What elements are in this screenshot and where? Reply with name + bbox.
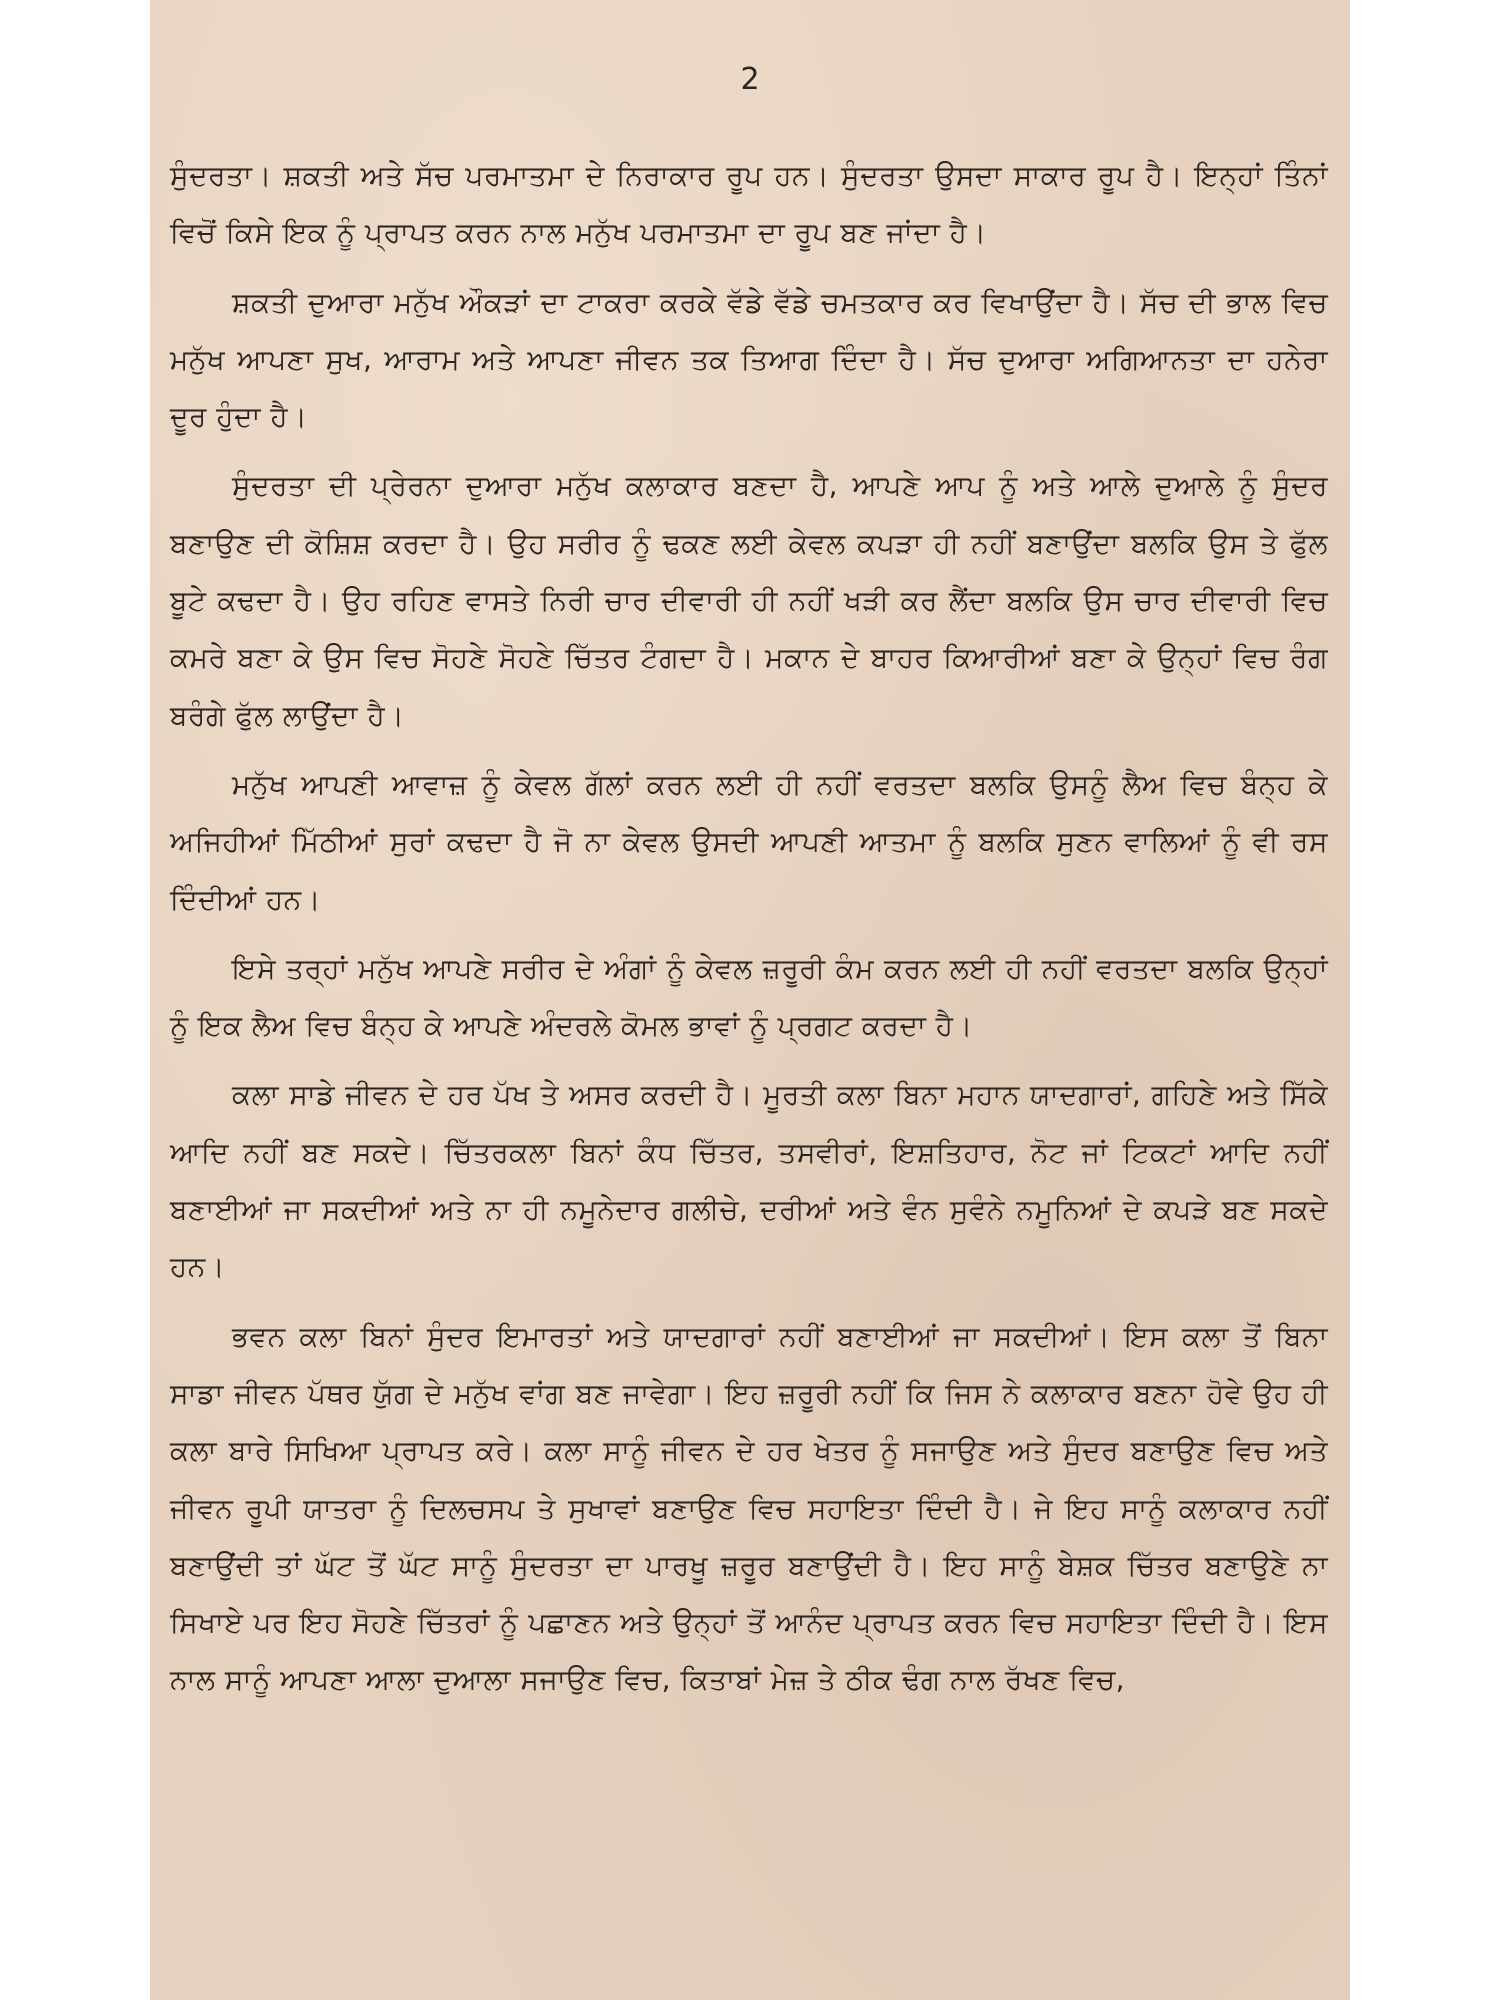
paragraph-4: ਮਨੁੱਖ ਆਪਣੀ ਆਵਾਜ਼ ਨੂੰ ਕੇਵਲ ਗੱਲਾਂ ਕਰਨ ਲਈ ਹੀ ਨਹੀਂ ਵਰਤਦਾ ਬਲਕਿ ਉਸਨੂੰ ਲੈਅ ਵਿਚ ਬੰਨ੍ਹ ਕੇ ਅਜਿਹੀਆਂ ਮਿੱਠੀਆਂ ਸੁਰਾਂ ਕਢਦਾ ਹੈ ਜੋ ਨਾ ਕੇਵਲ ਉਸਦੀ ਆਪਣੀ ਆਤਮਾ ਨੂੰ ਬਲਕਿ ਸੁਣਨ ਵਾਲਿਆਂ ਨੂੰ ਵੀ ਰਸ ਦਿੰਦੀਆਂ ਹਨ। (170, 767, 1328, 916)
page-number: 2 (740, 62, 760, 97)
book-page (150, 0, 1350, 2000)
paragraph-2: ਸ਼ਕਤੀ ਦੁਆਰਾ ਮਨੁੱਖ ਔਕੜਾਂ ਦਾ ਟਾਕਰਾ ਕਰਕੇ ਵੱਡੇ ਵੱਡੇ ਚਮਤਕਾਰ ਕਰ ਵਿਖਾਉਂਦਾ ਹੈ। ਸੱਚ ਦੀ ਭਾਲ ਵਿਚ ਮਨੁੱਖ ਆਪਣਾ ਸੁਖ, ਆਰਾਮ ਅਤੇ ਆਪਣਾ ਜੀਵਨ ਤਕ ਤਿਆਗ ਦਿੰਦਾ ਹੈ। ਸੱਚ ਦੁਆਰਾ ਅਗਿਆਨਤਾ ਦਾ ਹਨੇਰਾ ਦੂਰ ਹੁੰਦਾ ਹੈ। (170, 285, 1328, 434)
paragraph-5: ਇਸੇ ਤਰ੍ਹਾਂ ਮਨੁੱਖ ਆਪਣੇ ਸਰੀਰ ਦੇ ਅੰਗਾਂ ਨੂੰ ਕੇਵਲ ਜ਼ਰੂਰੀ ਕੰਮ ਕਰਨ ਲਈ ਹੀ ਨਹੀਂ ਵਰਤਦਾ ਬਲਕਿ ਉਨ੍ਹਾਂ ਨੂੰ ਇਕ ਲੈਅ ਵਿਚ ਬੰਨ੍ਹ ਕੇ ਆਪਣੇ ਅੰਦਰਲੇ ਕੋਮਲ ਭਾਵਾਂ ਨੂੰ ਪ੍ਰਗਟ ਕਰਦਾ ਹੈ। (170, 951, 1328, 1043)
paragraph-7: ਭਵਨ ਕਲਾ ਬਿਨਾਂ ਸੁੰਦਰ ਇਮਾਰਤਾਂ ਅਤੇ ਯਾਦਗਾਰਾਂ ਨਹੀਂ ਬਣਾਈਆਂ ਜਾ ਸਕਦੀਆਂ। ਇਸ ਕਲਾ ਤੋਂ ਬਿਨਾ ਸਾਡਾ ਜੀਵਨ ਪੱਥਰ ਯੁੱਗ ਦੇ ਮਨੁੱਖ ਵਾਂਗ ਬਣ ਜਾਵੇਗਾ। ਇਹ ਜ਼ਰੂਰੀ ਨਹੀਂ ਕਿ ਜਿਸ ਨੇ ਕਲਾਕਾਰ ਬਣਨਾ ਹੋਵੇ ਉਹ ਹੀ ਕਲਾ ਬਾਰੇ ਸਿਖਿਆ ਪ੍ਰਾਪਤ ਕਰੇ। ਕਲਾ ਸਾਨੂੰ ਜੀਵਨ ਦੇ ਹਰ ਖੇਤਰ ਨੂੰ ਸਜਾਉਣ ਅਤੇ ਸੁੰਦਰ ਬਣਾਉਣ ਵਿਚ ਅਤੇ ਜੀਵਨ ਰੂਪੀ ਯਾਤਰਾ ਨੂੰ ਦਿਲਚਸਪ ਤੇ ਸੁਖਾਵਾਂ ਬਣਾਉਣ ਵਿਚ ਸਹਾਇਤਾ ਦਿੰਦੀ ਹੈ। ਜੇ ਇਹ ਸਾਨੂੰ ਕਲਾਕਾਰ ਨਹੀਂ ਬਣਾਉਂਦੀ ਤਾਂ ਘੱਟ ਤੋਂ ਘੱਟ ਸਾਨੂੰ ਸੁੰਦਰਤਾ ਦਾ ਪਾਰਖੂ ਜ਼ਰੂਰ ਬਣਾਉਂਦੀ ਹੈ। ਇਹ ਸਾਨੂੰ ਬੇਸ਼ਕ ਚਿੱਤਰ ਬਣਾਉਣੇ ਨਾ ਸਿਖਾਏ ਪਰ ਇਹ ਸੋਹਣੇ ਚਿੱਤਰਾਂ ਨੂੰ ਪਛਾਣਨ ਅਤੇ ਉਨ੍ਹਾਂ ਤੋਂ ਆਨੰਦ ਪ੍ਰਾਪਤ ਕਰਨ ਵਿਚ ਸਹਾਇਤਾ ਦਿੰਦੀ ਹੈ। ਇਸ ਨਾਲ ਸਾਨੂੰ ਆਪਣਾ ਆਲਾ ਦੁਆਲਾ ਸਜਾਉਣ ਵਿਚ, ਕਿਤਾਬਾਂ ਮੇਜ਼ ਤੇ ਠੀਕ ਢੰਗ ਨਾਲ ਰੱਖਣ ਵਿਚ, (170, 1319, 1328, 1697)
body-text (170, 147, 1328, 1721)
paragraph-6: ਕਲਾ ਸਾਡੇ ਜੀਵਨ ਦੇ ਹਰ ਪੱਖ ਤੇ ਅਸਰ ਕਰਦੀ ਹੈ। ਮੂਰਤੀ ਕਲਾ ਬਿਨਾ ਮਹਾਨ ਯਾਦਗਾਰਾਂ, ਗਹਿਣੇ ਅਤੇ ਸਿੱਕੇ ਆਦਿ ਨਹੀਂ ਬਣ ਸਕਦੇ। ਚਿੱਤਰਕਲਾ ਬਿਨਾਂ ਕੰਧ ਚਿੱਤਰ, ਤਸਵੀਰਾਂ, ਇਸ਼ਤਿਹਾਰ, ਨੋਟ ਜਾਂ ਟਿਕਟਾਂ ਆਦਿ ਨਹੀਂ ਬਣਾਈਆਂ ਜਾ ਸਕਦੀਆਂ ਅਤੇ ਨਾ ਹੀ ਨਮੂਨੇਦਾਰ ਗਲੀਚੇ, ਦਰੀਆਂ ਅਤੇ ਵੰਨ ਸੁਵੰਨੇ ਨਮੂਨਿਆਂ ਦੇ ਕਪੜੇ ਬਣ ਸਕਦੇ ਹਨ। (170, 1078, 1328, 1284)
paragraph-3: ਸੁੰਦਰਤਾ ਦੀ ਪ੍ਰੇਰਨਾ ਦੁਆਰਾ ਮਨੁੱਖ ਕਲਾਕਾਰ ਬਣਦਾ ਹੈ, ਆਪਣੇ ਆਪ ਨੂੰ ਅਤੇ ਆਲੇ ਦੁਆਲੇ ਨੂੰ ਸੁੰਦਰ ਬਣਾਉਣ ਦੀ ਕੋਸ਼ਿਸ਼ ਕਰਦਾ ਹੈ। ਉਹ ਸਰੀਰ ਨੂੰ ਢਕਣ ਲਈ ਕੇਵਲ ਕਪੜਾ ਹੀ ਨਹੀਂ ਬਣਾਉਂਦਾ ਬਲਕਿ ਉਸ ਤੇ ਫੁੱਲ ਬੂਟੇ ਕਢਦਾ ਹੈ। ਉਹ ਰਹਿਣ ਵਾਸਤੇ ਨਿਰੀ ਚਾਰ ਦੀਵਾਰੀ ਹੀ ਨਹੀਂ ਖੜੀ ਕਰ ਲੈਂਦਾ ਬਲਕਿ ਉਸ ਚਾਰ ਦੀਵਾਰੀ ਵਿਚ ਕਮਰੇ ਬਣਾ ਕੇ ਉਸ ਵਿਚ ਸੋਹਣੇ ਸੋਹਣੇ ਚਿੱਤਰ ਟੰਗਦਾ ਹੈ। ਮਕਾਨ ਦੇ ਬਾਹਰ ਕਿਆਰੀਆਂ ਬਣਾ ਕੇ ਉਨ੍ਹਾਂ ਵਿਚ ਰੰਗ ਬਰੰਗੇ ਫੁੱਲ ਲਾਉਂਦਾ ਹੈ। (170, 469, 1328, 732)
paragraph-1: ਸੁੰਦਰਤਾ। ਸ਼ਕਤੀ ਅਤੇ ਸੱਚ ਪਰਮਾਤਮਾ ਦੇ ਨਿਰਾਕਾਰ ਰੂਪ ਹਨ। ਸੁੰਦਰਤਾ ਉਸਦਾ ਸਾਕਾਰ ਰੂਪ ਹੈ। ਇਨ੍ਹਾਂ ਤਿੰਨਾਂ ਵਿਚੋਂ ਕਿਸੇ ਇਕ ਨੂੰ ਪ੍ਰਾਪਤ ਕਰਨ ਨਾਲ ਮਨੁੱਖ ਪਰਮਾਤਮਾ ਦਾ ਰੂਪ ਬਣ ਜਾਂਦਾ ਹੈ। (170, 159, 1328, 250)
